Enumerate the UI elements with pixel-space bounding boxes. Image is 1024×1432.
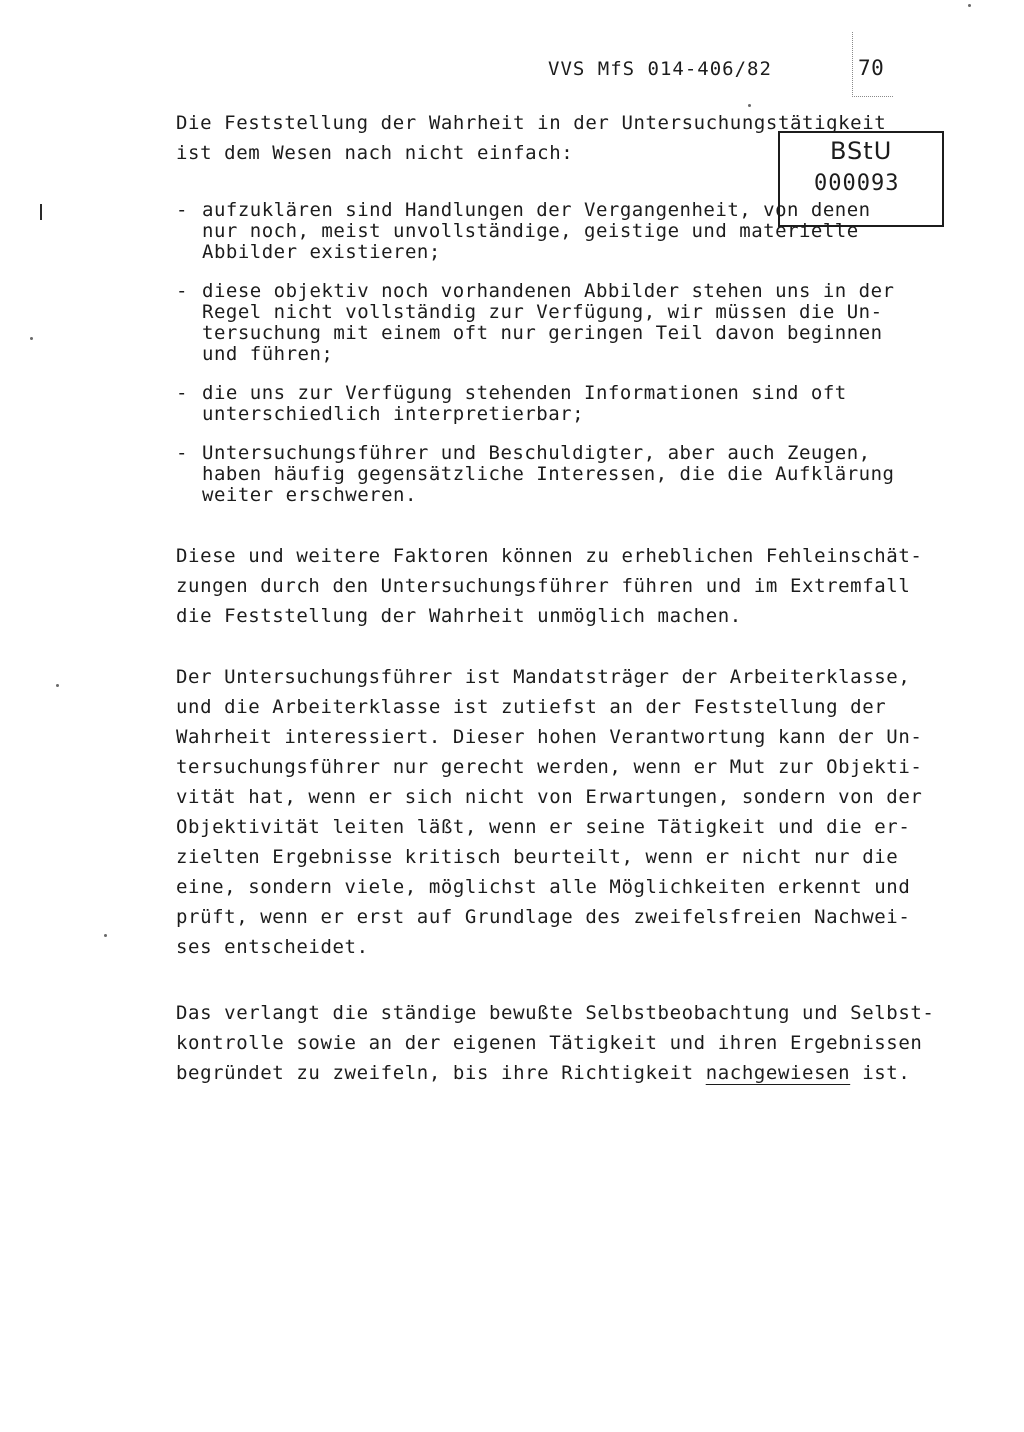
text-line: Objektivität leiten läßt, wenn er seine Tätigkeit und die er-: [176, 816, 911, 838]
scan-speck: [30, 337, 33, 340]
margin-mark: [40, 204, 42, 220]
text-line: tersuchungsführer nur gerecht werden, wenn er Mut zur Objekti-: [176, 756, 923, 778]
text-line: weiter erschweren.: [202, 484, 417, 506]
list-item: [176, 443, 936, 506]
page-number: 70: [858, 56, 885, 80]
document-reference: VVS MfS 014-406/82: [548, 58, 772, 80]
list-dash: -: [176, 442, 188, 464]
text-line: und die Arbeiterklasse ist zutiefst an der Feststellung der: [176, 696, 887, 718]
list-item-text: [202, 200, 936, 263]
text-line: Der Untersuchungsführer ist Mandatsträger der Arbeiterklasse,: [176, 666, 911, 688]
list-dash: -: [176, 382, 188, 404]
list-item: [176, 200, 936, 263]
underlined-word: nachgewiesen: [705, 1062, 851, 1084]
intro-paragraph: [176, 108, 946, 168]
text-line: kontrolle sowie an der eigenen Tätigkeit und ihren Ergebnissen: [176, 1032, 923, 1054]
paragraph-investigator: [176, 662, 946, 962]
text-line: Wahrheit interessiert. Dieser hohen Verantwortung kann der Un-: [176, 726, 923, 748]
paragraph-self-observation: [176, 998, 946, 1088]
text-line: nur noch, meist unvollständige, geistige und materielle: [202, 220, 859, 242]
text-line: unterschiedlich interpretierbar;: [202, 403, 585, 425]
stamp-number: 000093: [814, 171, 900, 196]
scan-speck: [748, 104, 751, 107]
list-item-text: [202, 443, 936, 506]
text-line: Abbilder existieren;: [202, 241, 441, 263]
scan-speck: [968, 4, 971, 7]
text-line: eine, sondern viele, möglichst alle Möglichkeiten erkennt und: [176, 876, 911, 898]
text-line: Untersuchungsführer und Beschuldigter, aber auch Zeugen,: [202, 442, 871, 464]
text-line: und führen;: [202, 343, 334, 365]
list-item-text: [202, 383, 936, 425]
text-line: zielten Ergebnisse kritisch beurteilt, wenn er nicht nur die: [176, 846, 899, 868]
text-line: Diese und weitere Faktoren können zu erheblichen Fehleinschät-: [176, 545, 923, 567]
paragraph-factors: [176, 541, 946, 631]
list-item-text: [202, 281, 936, 365]
text-line: die uns zur Verfügung stehenden Informationen sind oft: [202, 382, 847, 404]
scan-speck: [104, 934, 107, 937]
text-segment: begründet zu zweifeln, bis ihre Richtigkeit: [176, 1062, 706, 1084]
list-item: [176, 281, 936, 365]
text-line: zungen durch den Untersuchungsführer führen und im Extremfall: [176, 575, 911, 597]
text-line: vität hat, wenn er sich nicht von Erwartungen, sondern von der: [176, 786, 923, 808]
text-line: ist dem Wesen nach nicht einfach:: [176, 142, 574, 164]
scan-speck: [56, 684, 59, 687]
text-line-final: [176, 1058, 946, 1088]
list-dash: -: [176, 199, 188, 221]
challenges-list: [176, 200, 936, 524]
text-line: prüft, wenn er erst auf Grundlage des zweifelsfreien Nachwei-: [176, 906, 911, 928]
text-line: tersuchung mit einem oft nur geringen Teil davon beginnen: [202, 322, 883, 344]
list-item: [176, 383, 936, 425]
text-line: ses entscheidet.: [176, 936, 369, 958]
text-line: Die Feststellung der Wahrheit in der Untersuchungstätigkeit: [176, 112, 887, 134]
text-line: Das verlangt die ständige bewußte Selbstbeobachtung und Selbst-: [176, 1002, 935, 1024]
text-line: Regel nicht vollständig zur Verfügung, wir müssen die Un-: [202, 301, 883, 323]
list-dash: -: [176, 280, 188, 302]
text-segment: ist.: [850, 1062, 911, 1084]
stamp-label: BStU: [830, 137, 893, 165]
text-line: aufzuklären sind Handlungen der Vergangenheit, von denen: [202, 199, 871, 221]
text-line: diese objektiv noch vorhandenen Abbilder stehen uns in der: [202, 280, 895, 302]
text-line: haben häufig gegensätzliche Interessen, die die Aufklärung: [202, 463, 895, 485]
text-line: die Feststellung der Wahrheit unmöglich machen.: [176, 605, 742, 627]
